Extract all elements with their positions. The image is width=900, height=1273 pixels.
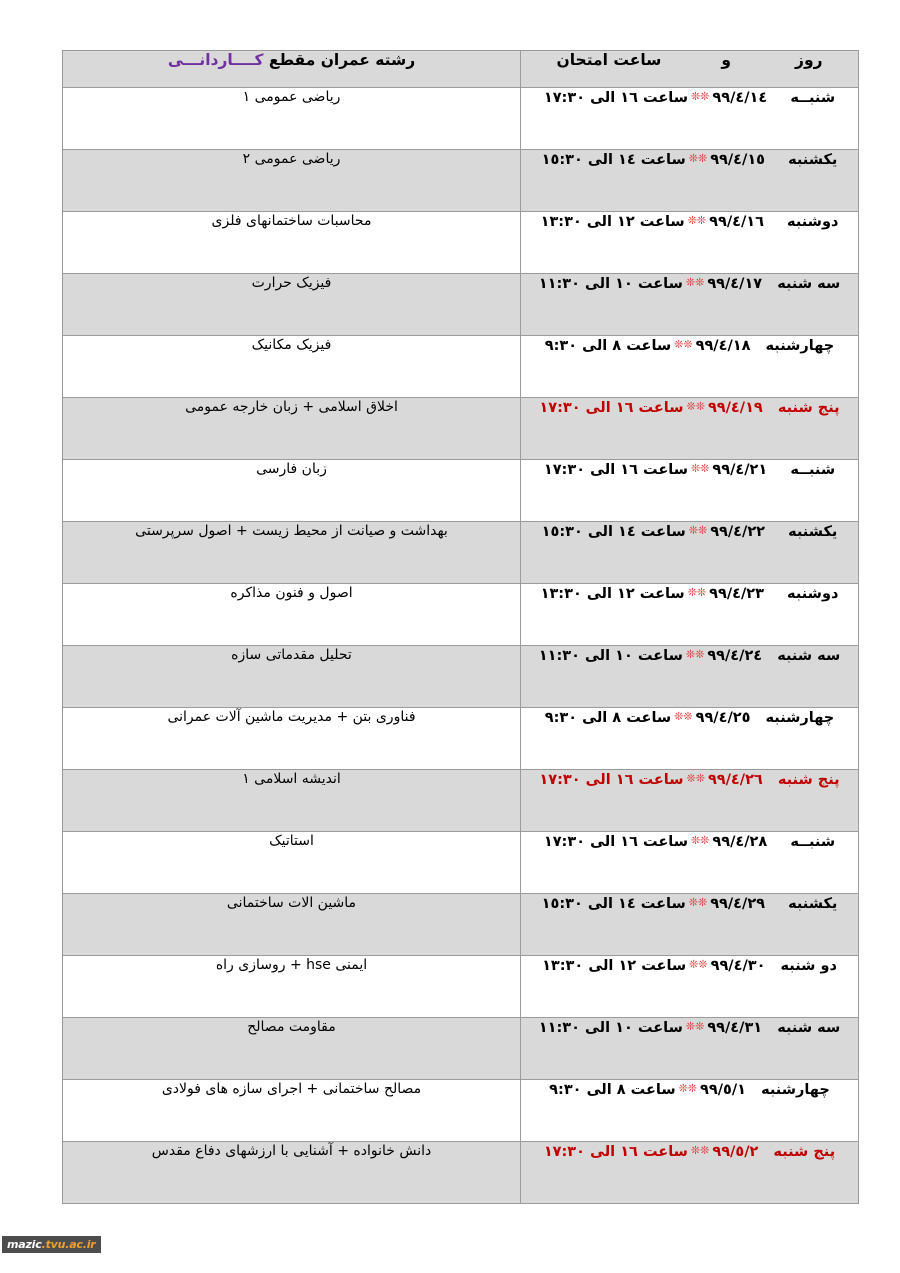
exam-day-label: دوشنبه bbox=[787, 214, 839, 230]
course-title-label: زبان فارسی bbox=[256, 461, 327, 477]
exam-day-label: پنج شنبه bbox=[777, 772, 840, 788]
watermark-domain: .tvu.ac.ir bbox=[41, 1238, 96, 1251]
cell-course-title bbox=[63, 274, 521, 336]
course-title-label: ماشین الات ساختمانی bbox=[226, 895, 357, 911]
exam-date-label: ٩٩/٤/٢١ bbox=[712, 462, 768, 478]
cell-exam-datetime bbox=[521, 1142, 859, 1204]
course-title-label: مصالح ساختمانی + اجرای سازه های فولادی bbox=[161, 1081, 422, 1097]
exam-day-label: چهارشنبه bbox=[765, 710, 835, 726]
exam-day-label: سه شنبه bbox=[777, 276, 841, 292]
asterisk-ornament-icon: ❊❊ bbox=[685, 1020, 705, 1033]
course-title-label: فیزیک حرارت bbox=[251, 275, 332, 291]
course-title-label: اندیشه اسلامی ١ bbox=[242, 771, 341, 787]
table-row bbox=[63, 956, 859, 1018]
exam-day-label: شنبــه bbox=[790, 462, 836, 478]
cell-course-title bbox=[63, 770, 521, 832]
asterisk-ornament-icon: ❊❊ bbox=[690, 1144, 710, 1157]
asterisk-ornament-icon: ❊❊ bbox=[689, 958, 708, 971]
exam-date-label: ٩٩/٥/٢ bbox=[712, 1144, 759, 1160]
cell-course-title bbox=[63, 1018, 521, 1080]
table-header bbox=[63, 51, 859, 88]
exam-time-label: ساعت ٨ الی ٩:٣٠ bbox=[544, 710, 672, 726]
asterisk-ornament-icon: ❊❊ bbox=[686, 772, 705, 785]
exam-date-label: ٩٩/٤/١٧ bbox=[707, 276, 763, 292]
exam-time-label: ساعت ١٦ الی ١٧:٣٠ bbox=[543, 90, 688, 106]
column-header-major bbox=[63, 51, 521, 88]
exam-time-label: ساعت ١٦ الی ١٧:٣٠ bbox=[543, 1144, 688, 1160]
table-row bbox=[63, 708, 859, 770]
asterisk-ornament-icon: ❊❊ bbox=[690, 834, 710, 847]
table-row bbox=[63, 894, 859, 956]
header-major-accent: کــــاردانـــی bbox=[167, 51, 264, 69]
exam-day-label: یکشنبه bbox=[788, 524, 838, 540]
exam-day-label: سه شنبه bbox=[777, 1020, 841, 1036]
asterisk-ornament-icon: ❊❊ bbox=[685, 276, 705, 289]
exam-time-label: ساعت ١٠ الی ١١:٣٠ bbox=[538, 1020, 683, 1036]
exam-day-label: دوشنبه bbox=[787, 586, 839, 602]
cell-course-title bbox=[63, 708, 521, 770]
exam-time-label: ساعت ١٢ الی ١٣:٣٠ bbox=[540, 586, 685, 602]
cell-course-title bbox=[63, 460, 521, 522]
asterisk-ornament-icon: ❊❊ bbox=[686, 400, 705, 413]
exam-day-label: شنبــه bbox=[790, 90, 836, 106]
course-title-label: فیزیک مکانیک bbox=[251, 337, 332, 353]
asterisk-ornament-icon: ❊❊ bbox=[674, 338, 693, 351]
asterisk-ornament-icon: ❊❊ bbox=[674, 710, 693, 723]
watermark-name: mazic bbox=[7, 1238, 42, 1251]
site-watermark bbox=[2, 1236, 101, 1253]
exam-date-label: ٩٩/٤/٢٦ bbox=[707, 772, 763, 788]
exam-date-label: ٩٩/٤/١٦ bbox=[709, 214, 764, 230]
cell-course-title bbox=[63, 522, 521, 584]
exam-date-label: ٩٩/٤/٢٣ bbox=[709, 586, 764, 602]
cell-course-title bbox=[63, 88, 521, 150]
exam-day-label: دو شنبه bbox=[780, 958, 837, 974]
table-header-row bbox=[63, 51, 859, 88]
course-title-label: بهداشت و صیانت از محیط زیست + اصول سرپرستی bbox=[135, 523, 448, 539]
table-row bbox=[63, 770, 859, 832]
cell-course-title bbox=[63, 212, 521, 274]
cell-exam-datetime bbox=[521, 88, 859, 150]
exam-date-label: ٩٩/٤/١٩ bbox=[707, 400, 763, 416]
exam-day-label: پنج شنبه bbox=[773, 1144, 836, 1160]
header-label-and: و bbox=[721, 51, 732, 69]
cell-exam-datetime bbox=[521, 212, 859, 274]
course-title-label: اخلاق اسلامی + زبان خارجه عمومی bbox=[185, 399, 398, 415]
exam-time-label: ساعت ١٦ الی ١٧:٣٠ bbox=[539, 772, 684, 788]
table-row bbox=[63, 336, 859, 398]
cell-course-title bbox=[63, 398, 521, 460]
course-title-label: فناوری بتن + مدیریت ماشین آلات عمرانی bbox=[167, 709, 416, 725]
exam-day-label: یکشنبه bbox=[788, 896, 838, 912]
exam-day-label: یکشنبه bbox=[788, 152, 838, 168]
cell-course-title bbox=[63, 336, 521, 398]
course-title-label: تحلیل مقدماتی سازه bbox=[231, 647, 352, 663]
table-row bbox=[63, 646, 859, 708]
table-body bbox=[63, 88, 859, 1204]
asterisk-ornament-icon: ❊❊ bbox=[678, 1082, 698, 1095]
exam-date-label: ٩٩/٤/١٤ bbox=[712, 90, 768, 106]
course-title-label: استاتیک bbox=[269, 833, 314, 849]
table-row bbox=[63, 1080, 859, 1142]
asterisk-ornament-icon: ❊❊ bbox=[688, 152, 708, 165]
table-row bbox=[63, 1142, 859, 1204]
course-title-label: ریاضی عمومی ٢ bbox=[242, 151, 341, 167]
exam-date-label: ٩٩/٥/١ bbox=[700, 1082, 747, 1098]
exam-time-label: ساعت ٨ الی ٩:٣٠ bbox=[549, 1082, 676, 1098]
cell-exam-datetime bbox=[521, 522, 859, 584]
cell-exam-datetime bbox=[521, 1018, 859, 1080]
exam-day-label: پنج شنبه bbox=[777, 400, 840, 416]
exam-time-label: ساعت ٨ الی ٩:٣٠ bbox=[544, 338, 672, 354]
cell-course-title bbox=[63, 584, 521, 646]
exam-time-label: ساعت ١٤ الی ١٥:٣٠ bbox=[541, 524, 686, 540]
cell-exam-datetime bbox=[521, 832, 859, 894]
exam-time-label: ساعت ١٠ الی ١١:٣٠ bbox=[538, 648, 683, 664]
exam-day-label: شنبــه bbox=[790, 834, 836, 850]
cell-exam-datetime bbox=[521, 150, 859, 212]
exam-date-label: ٩٩/٤/٢٢ bbox=[710, 524, 766, 540]
table-row bbox=[63, 150, 859, 212]
exam-date-label: ٩٩/٤/٢٨ bbox=[712, 834, 768, 850]
course-title-label: دانش خانواده + آشنایی با ارزشهای دفاع مقدس bbox=[151, 1143, 432, 1159]
table-row bbox=[63, 212, 859, 274]
course-title-label: محاسبات ساختمانهای فلزی bbox=[211, 213, 372, 229]
exam-time-label: ساعت ١٦ الی ١٧:٣٠ bbox=[543, 834, 688, 850]
exam-time-label: ساعت ١٤ الی ١٥:٣٠ bbox=[541, 896, 686, 912]
course-title-label: اصول و فنون مذاکره bbox=[230, 585, 353, 601]
cell-exam-datetime bbox=[521, 708, 859, 770]
exam-date-label: ٩٩/٤/٢٥ bbox=[695, 710, 751, 726]
exam-time-label: ساعت ١٠ الی ١١:٣٠ bbox=[538, 276, 683, 292]
table-row bbox=[63, 1018, 859, 1080]
header-label-day: روز bbox=[795, 51, 823, 69]
cell-exam-datetime bbox=[521, 336, 859, 398]
asterisk-ornament-icon: ❊❊ bbox=[690, 90, 710, 103]
table-row bbox=[63, 88, 859, 150]
exam-schedule-table bbox=[62, 50, 859, 1204]
asterisk-ornament-icon: ❊❊ bbox=[688, 896, 708, 909]
cell-course-title bbox=[63, 150, 521, 212]
exam-day-label: سه شنبه bbox=[777, 648, 841, 664]
asterisk-ornament-icon: ❊❊ bbox=[690, 462, 710, 475]
cell-exam-datetime bbox=[521, 398, 859, 460]
exam-date-label: ٩٩/٤/٢٤ bbox=[707, 648, 763, 664]
exam-time-label: ساعت ١٤ الی ١٥:٣٠ bbox=[541, 152, 686, 168]
header-label-exam-time: ساعت امتحان bbox=[556, 51, 662, 69]
asterisk-ornament-icon: ❊❊ bbox=[687, 586, 707, 599]
exam-time-label: ساعت ١٢ الی ١٣:٣٠ bbox=[540, 214, 685, 230]
course-title-label: ایمنی hse + روسازی راه bbox=[215, 957, 368, 973]
cell-exam-datetime bbox=[521, 584, 859, 646]
table-row bbox=[63, 522, 859, 584]
cell-course-title bbox=[63, 1142, 521, 1204]
column-header-day-time bbox=[521, 51, 859, 88]
asterisk-ornament-icon: ❊❊ bbox=[688, 524, 708, 537]
cell-course-title bbox=[63, 832, 521, 894]
asterisk-ornament-icon: ❊❊ bbox=[685, 648, 705, 661]
exam-date-label: ٩٩/٤/٢٩ bbox=[710, 896, 766, 912]
cell-exam-datetime bbox=[521, 894, 859, 956]
cell-exam-datetime bbox=[521, 274, 859, 336]
cell-course-title bbox=[63, 1080, 521, 1142]
exam-time-label: ساعت ١٦ الی ١٧:٣٠ bbox=[543, 462, 688, 478]
cell-exam-datetime bbox=[521, 460, 859, 522]
cell-course-title bbox=[63, 646, 521, 708]
table-row bbox=[63, 398, 859, 460]
cell-exam-datetime bbox=[521, 770, 859, 832]
cell-exam-datetime bbox=[521, 1080, 859, 1142]
cell-course-title bbox=[63, 894, 521, 956]
table-row bbox=[63, 460, 859, 522]
asterisk-ornament-icon: ❊❊ bbox=[687, 214, 707, 227]
exam-time-label: ساعت ١٢ الی ١٣:٣٠ bbox=[542, 958, 687, 974]
cell-exam-datetime bbox=[521, 646, 859, 708]
exam-date-label: ٩٩/٤/٣١ bbox=[707, 1020, 763, 1036]
table-row bbox=[63, 832, 859, 894]
exam-date-label: ٩٩/٤/٣٠ bbox=[710, 958, 766, 974]
header-major-prefix: رشته عمران مقطع bbox=[263, 51, 416, 69]
exam-day-label: چهارشنبه bbox=[761, 1082, 830, 1098]
table-row bbox=[63, 584, 859, 646]
course-title-label: مقاومت مصالح bbox=[247, 1019, 336, 1035]
course-title-label: ریاضی عمومی ١ bbox=[242, 89, 341, 105]
exam-day-label: چهارشنبه bbox=[765, 338, 835, 354]
table-row bbox=[63, 274, 859, 336]
cell-exam-datetime bbox=[521, 956, 859, 1018]
cell-course-title bbox=[63, 956, 521, 1018]
exam-time-label: ساعت ١٦ الی ١٧:٣٠ bbox=[539, 400, 684, 416]
exam-date-label: ٩٩/٤/١٨ bbox=[695, 338, 751, 354]
exam-date-label: ٩٩/٤/١٥ bbox=[710, 152, 766, 168]
